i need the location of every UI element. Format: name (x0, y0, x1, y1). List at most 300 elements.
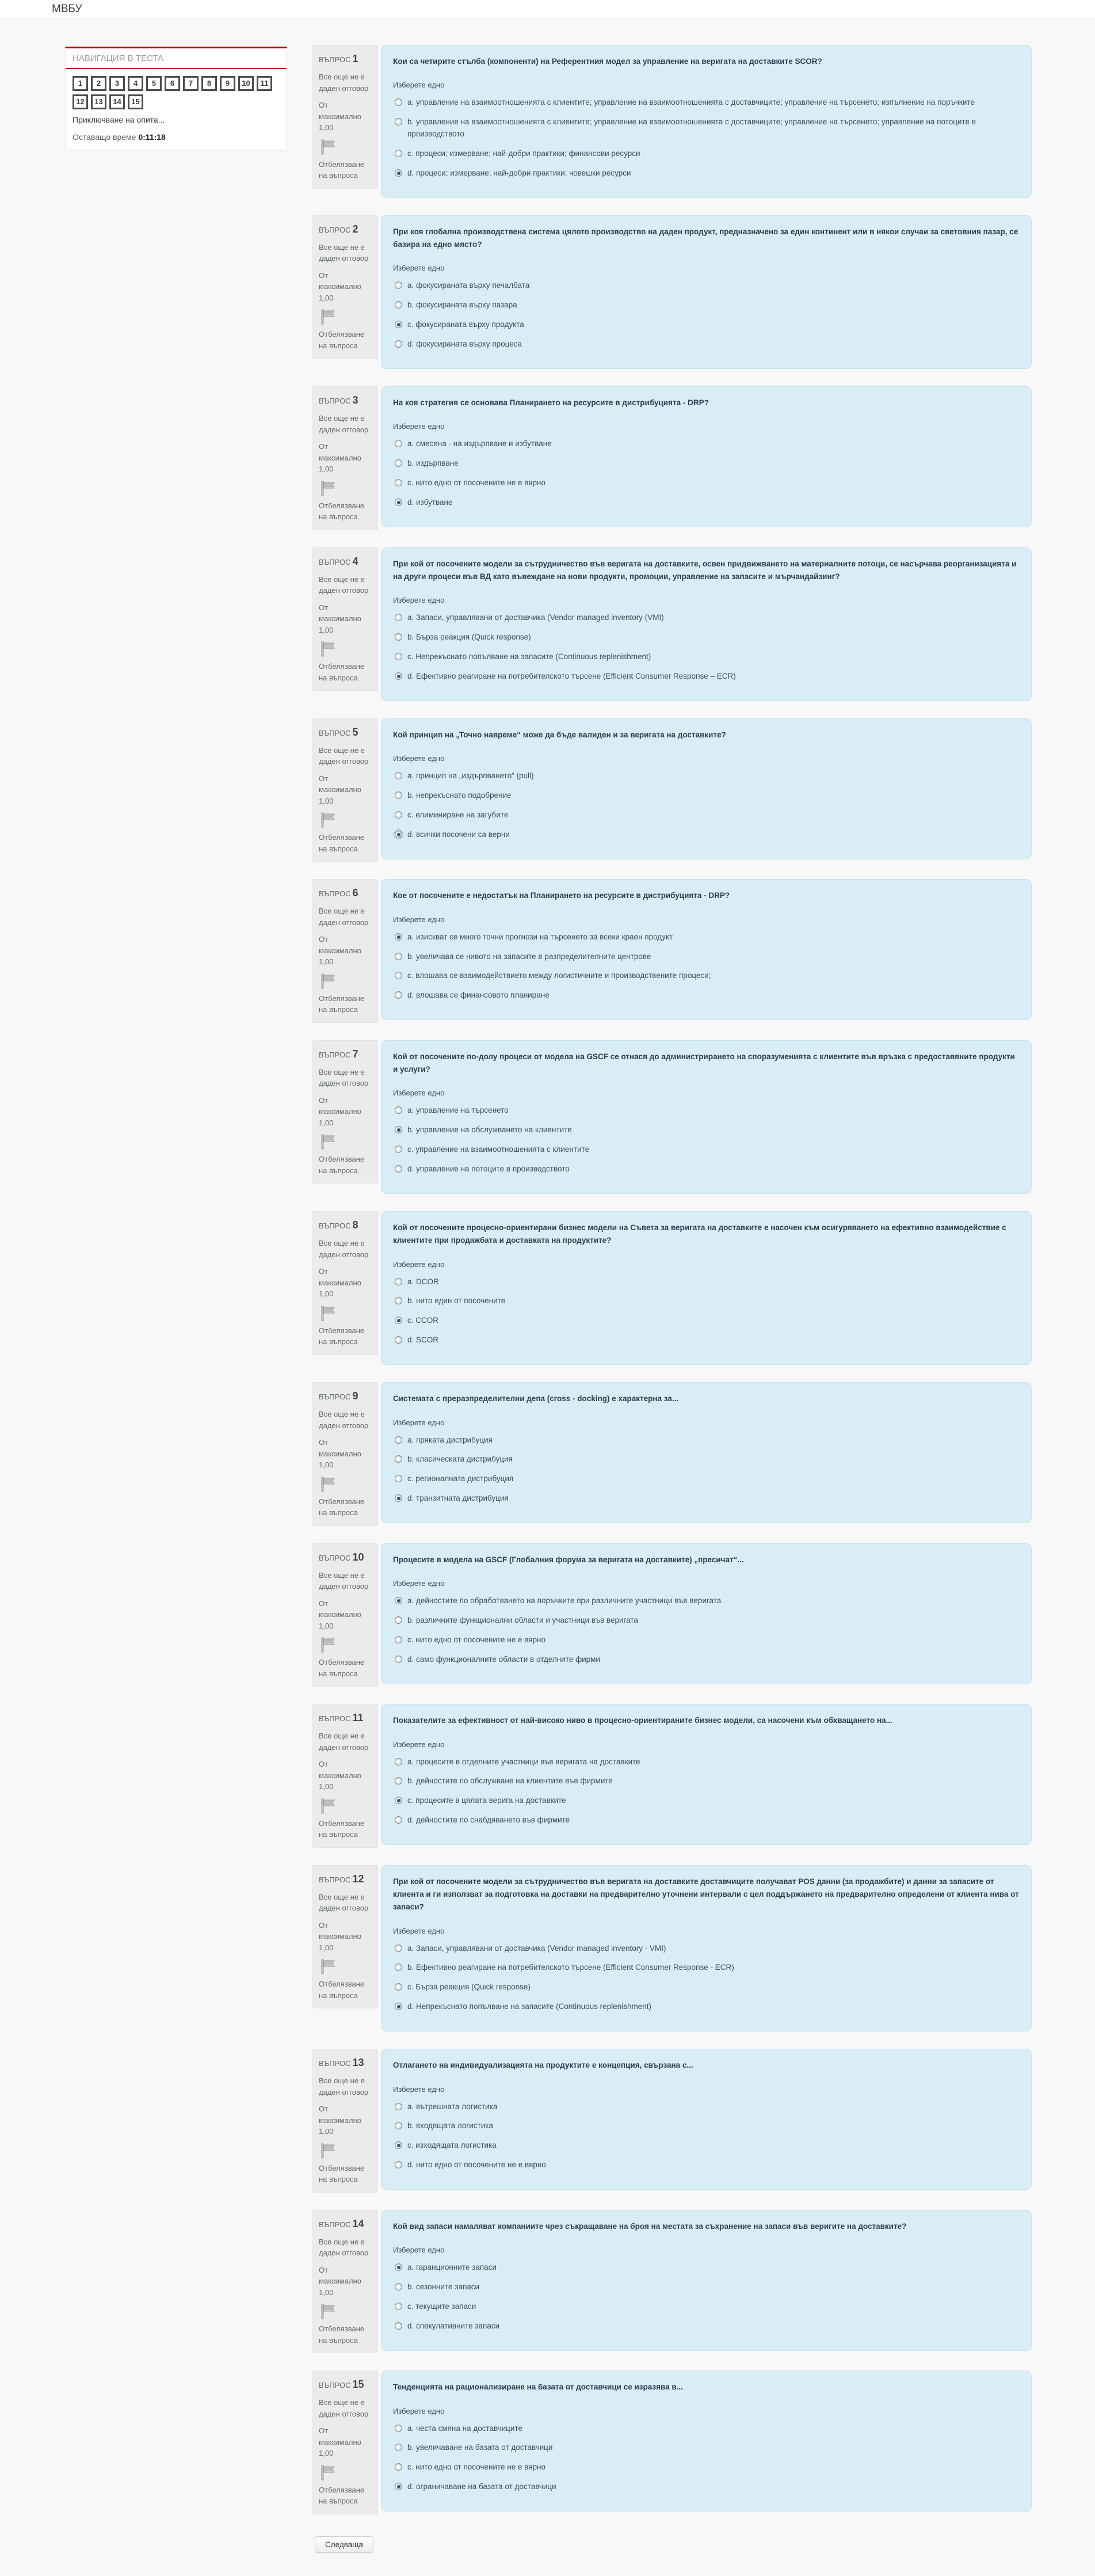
question-max-mark: От максимално 1,00 (319, 603, 361, 634)
answer-option[interactable] (393, 2120, 1020, 2132)
answer-option[interactable] (393, 770, 1020, 782)
answer-option[interactable] (393, 1105, 1020, 1117)
radio-button[interactable] (395, 792, 402, 799)
answer-option[interactable] (393, 1453, 1020, 1466)
question-nav-button[interactable]: 13 (91, 94, 106, 109)
answer-option[interactable] (393, 1814, 1020, 1827)
answer-option[interactable] (393, 477, 1020, 489)
question-number-label: ВЪПРОС (319, 397, 351, 406)
flag-question-link[interactable]: Отбелязване на въпроса (319, 159, 365, 180)
flag-icon[interactable] (319, 811, 372, 828)
choose-one-label: Изберете едно (393, 754, 445, 763)
radio-button[interactable] (395, 2003, 402, 2010)
flag-question-link[interactable]: Отбелязване на въпроса (319, 1658, 365, 1678)
option-label: d. дейностите по снабдяването във фирмите (407, 1816, 570, 1825)
answer-option[interactable] (393, 1435, 1020, 1447)
question-content (381, 1704, 1032, 1845)
option-label: c. изходящата логистика (407, 2141, 497, 2150)
options-list (393, 1595, 1020, 1666)
question-info-panel (312, 1382, 378, 1526)
radio-button[interactable] (395, 321, 402, 328)
option-label: d. процеси; измерване; най-добри практики; човешки ресурси (407, 168, 631, 177)
radio-button[interactable] (395, 1656, 402, 1663)
flag-question-link[interactable]: Отбелязване на въпроса (319, 1980, 365, 2000)
question-max-mark: От максимално 1,00 (319, 101, 361, 132)
answer-option[interactable] (393, 1493, 1020, 1505)
question-max-mark: От максимално 1,00 (319, 774, 361, 805)
options-list (393, 931, 1020, 1002)
option-label: b. увеличава се нивото на запасите в разпределителните центрове (407, 952, 651, 961)
question-number (319, 1550, 372, 1565)
radio-button[interactable] (395, 1964, 402, 1971)
answer-option[interactable] (393, 1595, 1020, 1607)
radio-button[interactable] (395, 1106, 402, 1114)
option-label: d. транзитната дистрибуция (407, 1494, 509, 1503)
option-label: b. Ефективно реагиране на потребителското търсене (Efficient Consumer Response - ECR) (407, 1963, 734, 1972)
option-label: d. Непрекъснато попълване на запасите (Continuous replenishment) (407, 2002, 651, 2011)
question-number-label: ВЪПРОС (319, 1875, 351, 1884)
option-label: d. Ефективно реагиране на потребителското търсене (Efficient Consumer Response – ECR) (407, 671, 736, 680)
options-list (393, 1943, 1020, 2014)
radio-button[interactable] (395, 440, 402, 447)
answer-option[interactable] (393, 2281, 1020, 2293)
option-label: c. процеси; измерване; най-добри практики; финансови ресурси (407, 149, 640, 158)
answer-option[interactable] (393, 1276, 1020, 1288)
radio-button[interactable] (395, 1983, 402, 1991)
question-content (381, 45, 1032, 198)
radio-button[interactable] (395, 1278, 402, 1285)
radio-button[interactable] (395, 1494, 402, 1502)
flag-question-link[interactable]: Отбелязване на въпроса (319, 994, 365, 1014)
answer-option[interactable] (393, 1756, 1020, 1768)
flag-icon[interactable] (319, 2464, 372, 2481)
flag-icon[interactable] (319, 2303, 372, 2320)
option-label: d. всички посочени са верни (407, 830, 510, 839)
question-number-value: 9 (352, 1390, 358, 1402)
question-max-mark: От максимално 1,00 (319, 2265, 361, 2297)
radio-button[interactable] (395, 1945, 402, 1952)
question-content (381, 1543, 1032, 1684)
answer-option[interactable] (393, 168, 1020, 180)
question-max-mark: От максимално 1,00 (319, 1920, 361, 1952)
radio-button[interactable] (395, 2283, 402, 2290)
question-number-value: 2 (352, 223, 358, 235)
answer-option[interactable] (393, 2301, 1020, 2313)
answer-option[interactable] (393, 116, 1020, 140)
answer-option[interactable] (393, 1943, 1020, 1955)
flag-question-link[interactable]: Отбелязване на въпроса (319, 833, 365, 853)
choose-one-label: Изберете едно (393, 596, 445, 605)
question-nav-button[interactable]: 14 (109, 94, 125, 109)
question-max-mark: От максимално 1,00 (319, 1760, 361, 1791)
question-max-mark: От максимално 1,00 (319, 442, 361, 474)
question-row (312, 45, 1032, 198)
flag-icon[interactable] (319, 480, 372, 497)
radio-button[interactable] (395, 1126, 402, 1133)
flag-question-link[interactable]: Отбелязване на въпроса (319, 1818, 365, 1839)
question-info-panel (312, 45, 378, 189)
radio-button[interactable] (395, 2103, 402, 2110)
radio-button[interactable] (395, 459, 402, 467)
radio-button[interactable] (395, 972, 402, 979)
answer-option[interactable] (393, 651, 1020, 663)
flag-icon[interactable] (319, 2142, 372, 2159)
choose-one-label: Изберете едно (393, 1740, 445, 1749)
question-text: При кой от посочените модели за сътрудничество във веригата на доставките доставчиците получават POS данни (за продажбите) и данни за запасите от клиента и ги използват за подготовка на доставки на предварително уточнени интервали с цел поддържането на предварително определени от клиента нива от запаси? (393, 1877, 1019, 1912)
radio-button[interactable] (395, 1316, 402, 1324)
flag-icon[interactable] (319, 1304, 372, 1322)
radio-button[interactable] (395, 2322, 402, 2330)
question-number (319, 2377, 372, 2392)
test-navigation-block (65, 47, 287, 150)
radio-button[interactable] (395, 831, 402, 838)
radio-button[interactable] (395, 1758, 402, 1765)
radio-button[interactable] (395, 1475, 402, 1482)
question-text: При кой от посочените модели за сътрудничество във веригата на доставките, освен придвижването на материалните потоци, се насърчава реорганизацията и на други процеси във ВД като въвеждане на нови продукти, промоции, управление на запасите и мърчандайзинг? (393, 559, 1017, 581)
question-nav-button[interactable]: 7 (183, 76, 199, 91)
option-label: b. управление на обслужването на клиентите (407, 1125, 572, 1135)
option-label: c. Бърза реакция (Quick response) (407, 1983, 531, 1992)
question-number-label: ВЪПРОС (319, 557, 351, 566)
choose-one-label: Изберете едно (393, 1418, 445, 1427)
radio-button[interactable] (395, 479, 402, 486)
answer-option[interactable] (393, 280, 1020, 292)
option-label: c. фокусираната върху продукта (407, 320, 524, 329)
answer-option[interactable] (393, 1163, 1020, 1175)
next-button[interactable]: Следваща (315, 2536, 373, 2553)
flag-question-link[interactable]: Отбелязване на въпроса (319, 1497, 365, 1517)
answer-option[interactable] (393, 1473, 1020, 1485)
answer-option[interactable] (393, 148, 1020, 160)
answer-option[interactable] (393, 790, 1020, 802)
question-number-value: 14 (352, 2217, 364, 2229)
flag-icon[interactable] (319, 640, 372, 657)
radio-button[interactable] (395, 614, 402, 621)
flag-icon[interactable] (319, 972, 372, 990)
option-label: a. Запаси, управлявани от доставчика (Vendor managed inventory - VMI) (407, 1943, 666, 1953)
question-content (381, 547, 1032, 701)
question-number (319, 1388, 372, 1404)
answer-option[interactable] (393, 2001, 1020, 2013)
question-nav-button[interactable]: 3 (109, 76, 125, 91)
option-label: b. увеличаване на базата от доставчици (407, 2443, 553, 2452)
question-nav-button[interactable]: 11 (257, 76, 272, 91)
question-row (312, 2210, 1032, 2354)
radio-button[interactable] (395, 1297, 402, 1304)
answer-option[interactable] (393, 97, 1020, 109)
question-number-label: ВЪПРОС (319, 2059, 351, 2068)
radio-button[interactable] (395, 933, 402, 941)
radio-button[interactable] (395, 281, 402, 289)
answer-option[interactable] (393, 2320, 1020, 2333)
question-row (312, 1211, 1032, 1365)
answer-option[interactable] (393, 319, 1020, 331)
radio-button[interactable] (395, 169, 402, 177)
question-number (319, 51, 372, 67)
answer-option[interactable] (393, 1962, 1020, 1974)
answer-option[interactable] (393, 2140, 1020, 2152)
radio-button[interactable] (395, 340, 402, 348)
question-number-label: ВЪПРОС (319, 2220, 351, 2229)
question-number (319, 393, 372, 408)
site-title-link[interactable]: МВБУ (52, 3, 82, 15)
question-max-mark: От максимално 1,00 (319, 271, 361, 302)
option-label: b. входящата логистика (407, 2121, 493, 2130)
radio-button[interactable] (395, 1616, 402, 1624)
radio-button[interactable] (395, 1816, 402, 1824)
question-number-value: 15 (352, 2379, 364, 2391)
answer-option[interactable] (393, 2262, 1020, 2274)
radio-button[interactable] (395, 633, 402, 641)
answer-option[interactable] (393, 1615, 1020, 1627)
options-list (393, 2262, 1020, 2333)
question-text: На коя стратегия се основава Планирането на ресурсите в дистрибуцията - DRP? (393, 398, 709, 408)
flag-question-link[interactable]: Отбелязване на въпроса (319, 662, 365, 682)
radio-button[interactable] (395, 2425, 402, 2432)
radio-button[interactable] (395, 2303, 402, 2310)
question-info-panel (312, 386, 378, 530)
answer-option[interactable] (393, 1124, 1020, 1136)
options-list (393, 97, 1020, 180)
question-text: Кои са четирите стълба (компоненти) на Референтния модел за управление на веригата на доставките SCOR? (393, 57, 822, 66)
radio-button[interactable] (395, 653, 402, 660)
answer-option[interactable] (393, 2101, 1020, 2113)
answer-option[interactable] (393, 990, 1020, 1002)
answer-option[interactable] (393, 1334, 1020, 1346)
option-label: a. управление на търсенето (407, 1106, 509, 1115)
radio-button[interactable] (395, 1436, 402, 1444)
time-remaining (73, 132, 280, 142)
flag-icon[interactable] (319, 308, 372, 325)
question-number-value: 1 (352, 53, 358, 64)
question-number (319, 2216, 372, 2232)
answer-option[interactable] (393, 1775, 1020, 1787)
question-status: Все още не е даден отговор (319, 242, 369, 263)
question-text: Кой от посочените по-долу процеси от модела на GSCF се отнася до администрирането на споразуменията с клиентите във връзка с предоставяните продукти и услуги? (393, 1052, 1015, 1074)
radio-button[interactable] (395, 301, 402, 309)
radio-button[interactable] (395, 118, 402, 125)
question-number (319, 222, 372, 237)
answer-option[interactable] (393, 458, 1020, 470)
radio-button[interactable] (395, 772, 402, 779)
question-number (319, 885, 372, 901)
choose-one-label: Изберете едно (393, 915, 445, 924)
answer-option[interactable] (393, 931, 1020, 943)
answer-option[interactable] (393, 2461, 1020, 2474)
flag-question-link[interactable]: Отбелязване на въпроса (319, 501, 365, 522)
flag-icon[interactable] (319, 1475, 372, 1493)
flag-question-link[interactable]: Отбелязване на въпроса (319, 2485, 365, 2506)
flag-question-link[interactable]: Отбелязване на въпроса (319, 2163, 365, 2184)
answer-option[interactable] (393, 809, 1020, 821)
radio-button[interactable] (395, 953, 402, 960)
radio-button[interactable] (395, 2141, 402, 2149)
flag-icon[interactable] (319, 1958, 372, 1975)
options-list (393, 2423, 1020, 2494)
options-list (393, 1756, 1020, 1827)
radio-button[interactable] (395, 150, 402, 157)
question-status: Все още не е даден отговор (319, 1892, 369, 1913)
answer-option[interactable] (393, 671, 1020, 683)
radio-button[interactable] (395, 1455, 402, 1463)
question-row (312, 1040, 1032, 1194)
radio-button[interactable] (395, 2263, 402, 2271)
question-nav-button[interactable]: 12 (73, 94, 88, 109)
option-label: a. дейностите по обработването на поръчките при различните участници във веригата (407, 1596, 722, 1605)
radio-button[interactable] (395, 1146, 402, 1153)
option-label: a. пряката дистрибуция (407, 1435, 493, 1444)
radio-button[interactable] (395, 991, 402, 999)
flag-icon[interactable] (319, 1636, 372, 1653)
answer-option[interactable] (393, 299, 1020, 311)
answer-option[interactable] (393, 1634, 1020, 1646)
question-number-label: ВЪПРОС (319, 1553, 351, 1562)
options-list (393, 438, 1020, 509)
answer-option[interactable] (393, 1295, 1020, 1307)
option-label: a. Запаси, управлявани от доставчика (Vendor managed inventory (VMI) (407, 613, 664, 622)
radio-button[interactable] (395, 672, 402, 680)
question-nav-button[interactable]: 10 (238, 76, 254, 91)
radio-button[interactable] (395, 2161, 402, 2168)
flag-question-link[interactable]: Отбелязване на въпроса (319, 1155, 365, 1175)
option-label: a. принцип на „издърпването“ (pull) (407, 771, 534, 781)
answer-option[interactable] (393, 951, 1020, 963)
options-list (393, 1276, 1020, 1347)
sidebar (65, 47, 287, 150)
radio-button[interactable] (395, 2122, 402, 2129)
flag-question-link[interactable]: Отбелязване на въпроса (319, 2324, 365, 2345)
answer-option[interactable] (393, 1654, 1020, 1666)
option-label: a. DCOR (407, 1277, 439, 1286)
question-number (319, 554, 372, 569)
flag-icon[interactable] (319, 1797, 372, 1814)
option-label: b. непрекъснато подобрение (407, 791, 512, 800)
finish-attempt-link[interactable]: Приключване на опита... (73, 115, 165, 124)
answer-option[interactable] (393, 2423, 1020, 2435)
answer-option[interactable] (393, 497, 1020, 509)
answer-option[interactable] (393, 2481, 1020, 2493)
question-text: Показателите за ефективност от най-високо ниво в процесно-ориентираните бизнес модели, са насочени към обхващането на... (393, 1716, 892, 1725)
answer-option[interactable] (393, 612, 1020, 624)
question-status: Все още не е даден отговор (319, 73, 369, 93)
answer-option[interactable] (393, 1981, 1020, 1993)
choose-one-label: Изберете едно (393, 1260, 445, 1269)
radio-button[interactable] (395, 2463, 402, 2471)
radio-button[interactable] (395, 1336, 402, 1344)
question-number-label: ВЪПРОС (319, 889, 351, 899)
question-nav-button[interactable]: 1 (73, 76, 88, 91)
option-label: a. фокусираната върху печалбата (407, 281, 530, 290)
radio-button[interactable] (395, 499, 402, 506)
option-label: d. нито едно от посочените не е вярно (407, 2160, 546, 2170)
option-label: a. вътрешната логистика (407, 2102, 498, 2111)
question-number-value: 3 (352, 394, 358, 406)
radio-button[interactable] (395, 2483, 402, 2490)
question-text: Системата с преразпределителни депа (cross - docking) е характерна за... (393, 1394, 679, 1403)
answer-option[interactable] (393, 1144, 1020, 1156)
radio-button[interactable] (395, 1636, 402, 1643)
question-info-panel (312, 1040, 378, 1184)
choose-one-label: Изберете едно (393, 2406, 445, 2415)
question-number-value: 7 (352, 1048, 358, 1060)
question-nav-button[interactable]: 15 (128, 94, 143, 109)
question-nav-button[interactable]: 2 (91, 76, 106, 91)
answer-option[interactable] (393, 2159, 1020, 2171)
answer-option[interactable] (393, 829, 1020, 841)
flag-icon[interactable] (319, 1133, 372, 1150)
question-row (312, 2049, 1032, 2193)
question-info-panel (312, 2210, 378, 2354)
question-number-label: ВЪПРОС (319, 1714, 351, 1723)
question-nav-button[interactable]: 5 (146, 76, 162, 91)
answer-option[interactable] (393, 970, 1020, 982)
site-header (0, 0, 1095, 19)
answer-option[interactable] (393, 1315, 1020, 1327)
flag-icon[interactable] (319, 138, 372, 155)
question-status: Все още не е даден отговор (319, 1410, 369, 1430)
question-number-label: ВЪПРОС (319, 225, 351, 234)
radio-button[interactable] (395, 98, 402, 106)
question-number-label: ВЪПРОС (319, 1050, 351, 1059)
question-number-label: ВЪПРОС (319, 55, 351, 64)
question-nav-button[interactable]: 4 (128, 76, 143, 91)
question-number (319, 725, 372, 740)
question-row (312, 1704, 1032, 1848)
radio-button[interactable] (395, 2444, 402, 2451)
flag-question-link[interactable]: Отбелязване на въпроса (319, 1326, 365, 1346)
radio-button[interactable] (395, 811, 402, 819)
option-label: b. класическата дистрибуция (407, 1455, 513, 1464)
question-nav-button[interactable]: 8 (201, 76, 217, 91)
question-nav-button[interactable]: 6 (165, 76, 180, 91)
question-row (312, 1543, 1032, 1687)
options-list (393, 280, 1020, 351)
answer-option[interactable] (393, 1795, 1020, 1807)
question-max-mark: От максимално 1,00 (319, 1267, 361, 1299)
question-number (319, 1871, 372, 1887)
question-text: Кой принцип на „Точно навреме“ може да бъде валиден и за веригата на доставките? (393, 730, 726, 739)
flag-question-link[interactable]: Отбелязване на въпроса (319, 330, 365, 350)
question-status: Все още не е даден отговор (319, 2237, 369, 2258)
radio-button[interactable] (395, 1777, 402, 1784)
option-label: c. CCOR (407, 1316, 438, 1325)
radio-button[interactable] (395, 1797, 402, 1804)
question-content (381, 1865, 1032, 2031)
answer-option[interactable] (393, 631, 1020, 644)
question-info-panel (312, 215, 378, 359)
options-list (393, 770, 1020, 841)
question-content (381, 718, 1032, 859)
option-label: a. честа смяна на доставчиците (407, 2423, 522, 2433)
radio-button[interactable] (395, 1165, 402, 1173)
question-content (381, 386, 1032, 527)
test-navigation-body (66, 69, 287, 150)
question-nav-button[interactable]: 9 (220, 76, 235, 91)
option-label: d. управление на потоците в производството (407, 1165, 570, 1174)
option-label: c. процесите в цялата верига на доставките (407, 1796, 566, 1805)
question-content (381, 2210, 1032, 2351)
answer-option[interactable] (393, 338, 1020, 351)
answer-option[interactable] (393, 438, 1020, 450)
option-label: b. издърпване (407, 459, 459, 468)
option-label: d. ограничаване на базата от доставчици (407, 2482, 556, 2491)
radio-button[interactable] (395, 1597, 402, 1604)
choose-one-label: Изберете едно (393, 422, 445, 431)
answer-option[interactable] (393, 2442, 1020, 2454)
question-row (312, 1865, 1032, 2031)
question-info-panel (312, 1543, 378, 1687)
question-status: Все още не е даден отговор (319, 907, 369, 927)
